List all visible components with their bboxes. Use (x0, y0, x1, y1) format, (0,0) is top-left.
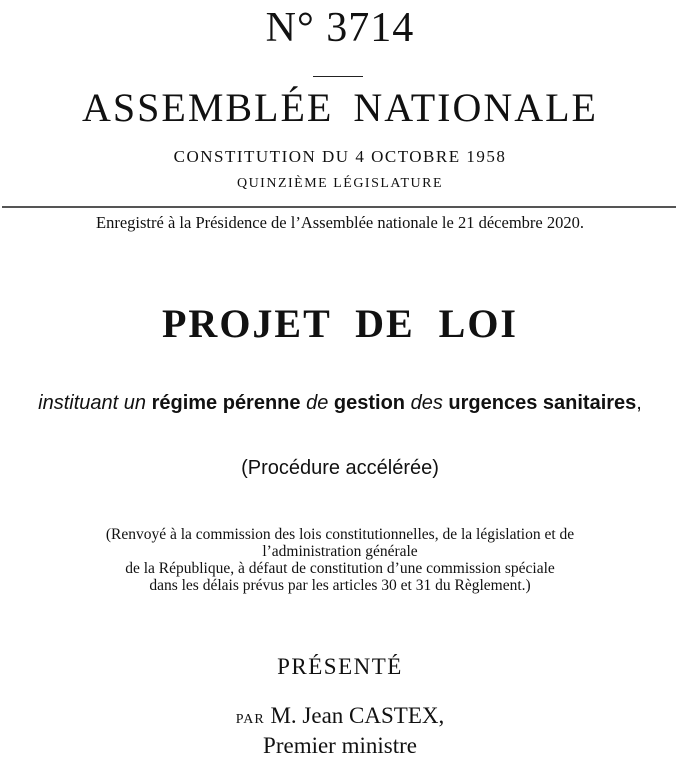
referral-line: (Renvoyé à la commission des lois constitutionnelles, de la législation et de (105, 526, 575, 543)
presented-label: PRÉSENTÉ (277, 654, 403, 679)
presented-by: PAR (235, 712, 265, 727)
bill-subject (0, 392, 680, 415)
subject-word-2: régime pérenne (151, 392, 301, 414)
short-divider (313, 76, 363, 77)
constitution-line: CONSTITUTION DU 4 OCTOBRE 1958 (173, 147, 507, 166)
referral-note (0, 526, 680, 594)
presenter-name: M. Jean CASTEX, (270, 703, 445, 728)
procedure-note: (Procédure accélérée) (241, 457, 439, 479)
document-title: PROJET DE LOI (162, 301, 518, 346)
subject-word-1: instituant un (38, 392, 147, 414)
referral-line: dans les délais prévus par les articles 30 et 31 du Règlement.) (149, 577, 531, 594)
subject-word-6: urgences sanitaires (448, 392, 637, 414)
subject-word-3: de (306, 392, 329, 414)
registration-line: Enregistré à la Présidence de l’Assemblée nationale le 21 décembre 2020. (96, 213, 584, 232)
header-divider (2, 206, 676, 208)
bill-number: N° 3714 (265, 5, 415, 51)
subject-word-4: gestion (333, 392, 406, 414)
subject-word-5: des (410, 392, 443, 414)
legislature-line: QUINZIÈME LÉGISLATURE (236, 176, 444, 191)
presenter-role: Premier ministre (263, 733, 417, 758)
subject-end: , (636, 392, 642, 414)
referral-line: l’administration générale (262, 543, 418, 560)
referral-line: de la République, à défaut de constitution d’une commission spéciale (125, 560, 555, 577)
presenter-line (0, 703, 680, 729)
assembly-title: ASSEMBLÉE NATIONALE (82, 85, 598, 130)
